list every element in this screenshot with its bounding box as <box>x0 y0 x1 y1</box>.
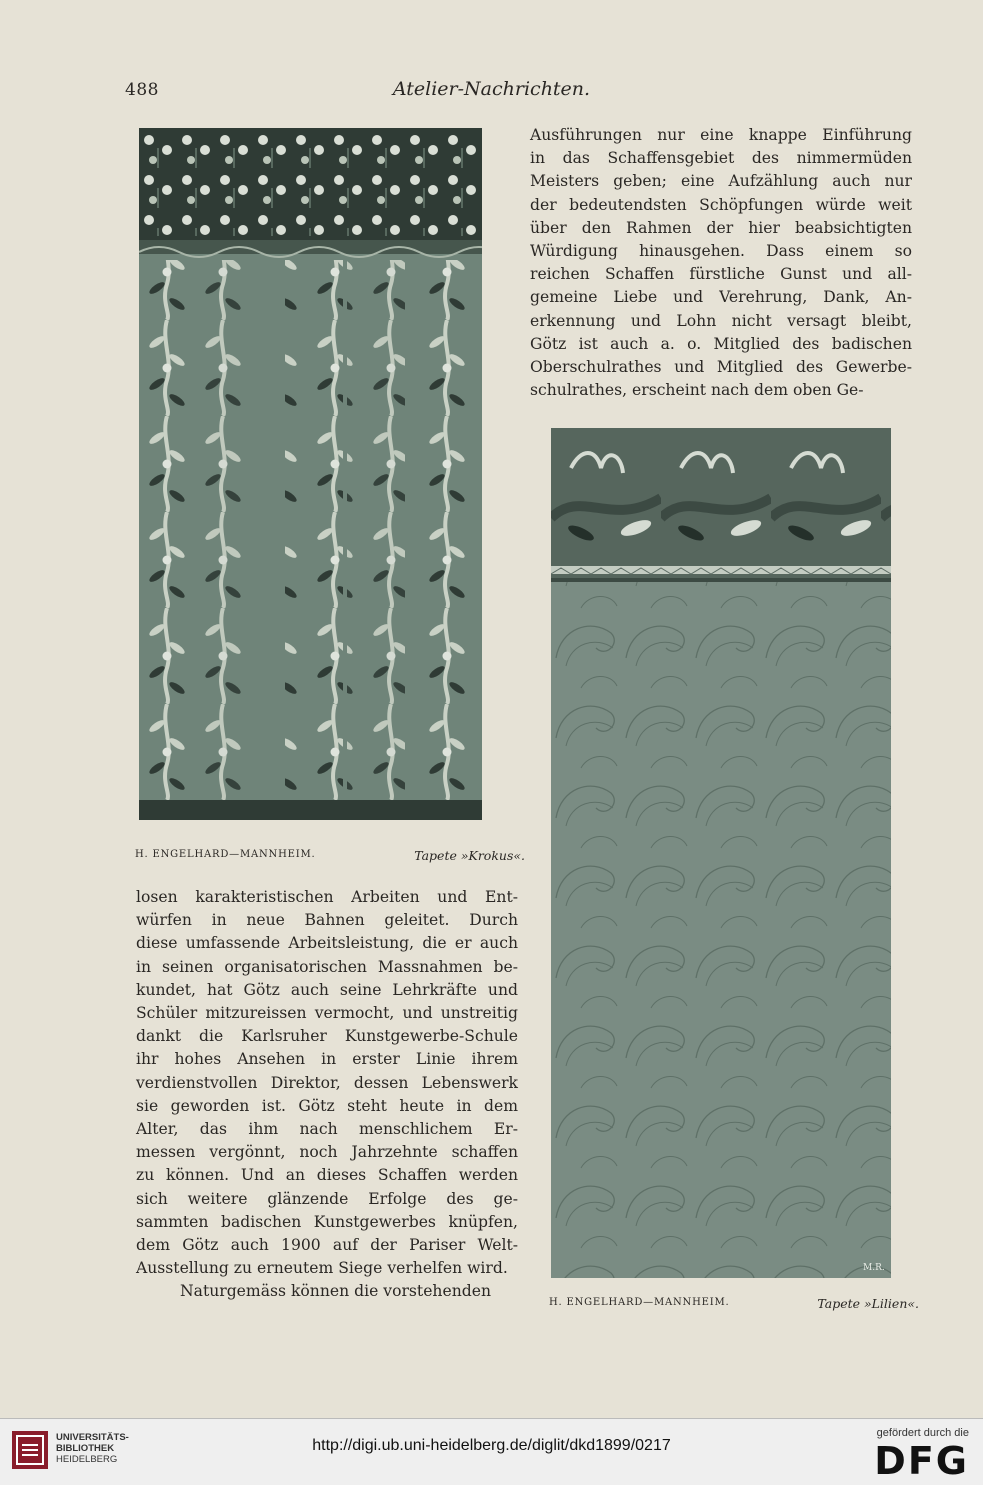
text-line: würfen in neue Bahnen geleitet. Durch <box>136 911 518 930</box>
text-line: sie geworden ist. Götz steht heute in dem <box>136 1096 518 1115</box>
text-line: Ausstellung zu erneutem Siege verhelfen wird. <box>136 1259 508 1278</box>
text-line: über den Rahmen der hier beabsichtigten <box>530 218 912 237</box>
text-line: in seinen organisatorischen Massnahmen be- <box>136 957 518 976</box>
lilien-wallpaper-figure <box>551 428 891 1278</box>
lilien-wallpaper-image <box>551 428 891 1278</box>
text-line: zu können. Und an dieses Schaffen werden <box>136 1166 518 1185</box>
text-line: ihr hohes Ansehen in erster Linie ihrem <box>136 1050 518 1069</box>
funder-label: gefördert durch die <box>876 1427 969 1439</box>
page-number: 488 <box>125 80 159 100</box>
text-line: reichen Schaffen fürstliche Gunst und all- <box>530 265 912 284</box>
text-line: sich weitere glänzende Erfolge des ge- <box>136 1189 518 1208</box>
text-line: sammten badischen Kunstgewerbes knüpfen, <box>136 1212 518 1231</box>
text-line: Oberschulrathes und Mitglied des Gewerbe- <box>530 358 912 377</box>
text-line: der bedeutendsten Schöpfungen würde weit <box>530 195 912 214</box>
lilien-caption-credit: H. ENGELHARD—MANNHEIM. <box>549 1297 730 1308</box>
running-title: Atelier-Nachrichten. <box>392 78 591 100</box>
krokus-wallpaper-figure <box>139 128 482 820</box>
krokus-wallpaper-image <box>139 128 482 820</box>
text-line: Würdigung hinausgehen. Dass einem so <box>530 242 912 261</box>
lilien-caption-title: Tapete »Lilien«. <box>817 1296 919 1311</box>
dfg-logo: DFG <box>874 1439 969 1483</box>
text-line: in das Schaffensgebiet des nimmermüden <box>530 149 912 168</box>
text-line: schulrathes, erscheint nach dem oben Ge- <box>530 381 864 400</box>
text-line: erkennung und Lohn nicht versagt bleibt, <box>530 311 912 330</box>
krokus-caption-credit: H. ENGELHARD—MANNHEIM. <box>135 849 316 860</box>
text-line: gemeine Liebe und Verehrung, Dank, An- <box>530 288 912 307</box>
text-line: Götz ist auch a. o. Mitglied des badischen <box>530 334 912 353</box>
source-url-link[interactable]: http://digi.ub.uni-heidelberg.de/diglit/dkd1899/0217 <box>312 1437 671 1454</box>
text-line: Schüler mitzureissen vermocht, und unstreitig <box>136 1004 518 1023</box>
footer-bar <box>0 1418 983 1485</box>
right-column-text <box>530 124 912 402</box>
text-line: dankt die Karlsruher Kunstgewerbe-Schule <box>136 1027 518 1046</box>
text-line: messen vergönnt, noch Jahrzehnte schaffen <box>136 1143 518 1162</box>
text-line: Ausführungen nur eine knappe Einführung <box>530 126 912 144</box>
krokus-caption-title: Tapete »Krokus«. <box>414 848 525 863</box>
text-line: diese umfassende Arbeitsleistung, die er auch <box>136 934 518 953</box>
lilien-signature: M.R. <box>863 1263 885 1273</box>
text-line: dem Götz auch 1900 auf der Pariser Welt- <box>136 1236 518 1255</box>
text-line: verdienstvollen Direktor, dessen Lebenswerk <box>136 1073 518 1092</box>
krokus-caption <box>135 848 525 863</box>
library-name-line-2: BIBLIOTHEK <box>56 1443 115 1454</box>
lilien-caption <box>549 1296 919 1311</box>
library-name-line-3: HEIDELBERG <box>56 1454 118 1465</box>
library-name-line-1: UNIVERSITÄTS- <box>56 1432 129 1443</box>
text-line: losen karakteristischen Arbeiten und Ent- <box>136 888 518 906</box>
left-column-text <box>136 886 518 1304</box>
text-line: Alter, das ihm nach menschlichem Er- <box>136 1120 518 1139</box>
text-line: Naturgemäss können die vorstehenden <box>180 1282 491 1301</box>
text-line: Meisters geben; eine Aufzählung auch nur <box>530 172 912 191</box>
text-line: kundet, hat Götz auch seine Lehrkräfte und <box>136 980 518 999</box>
